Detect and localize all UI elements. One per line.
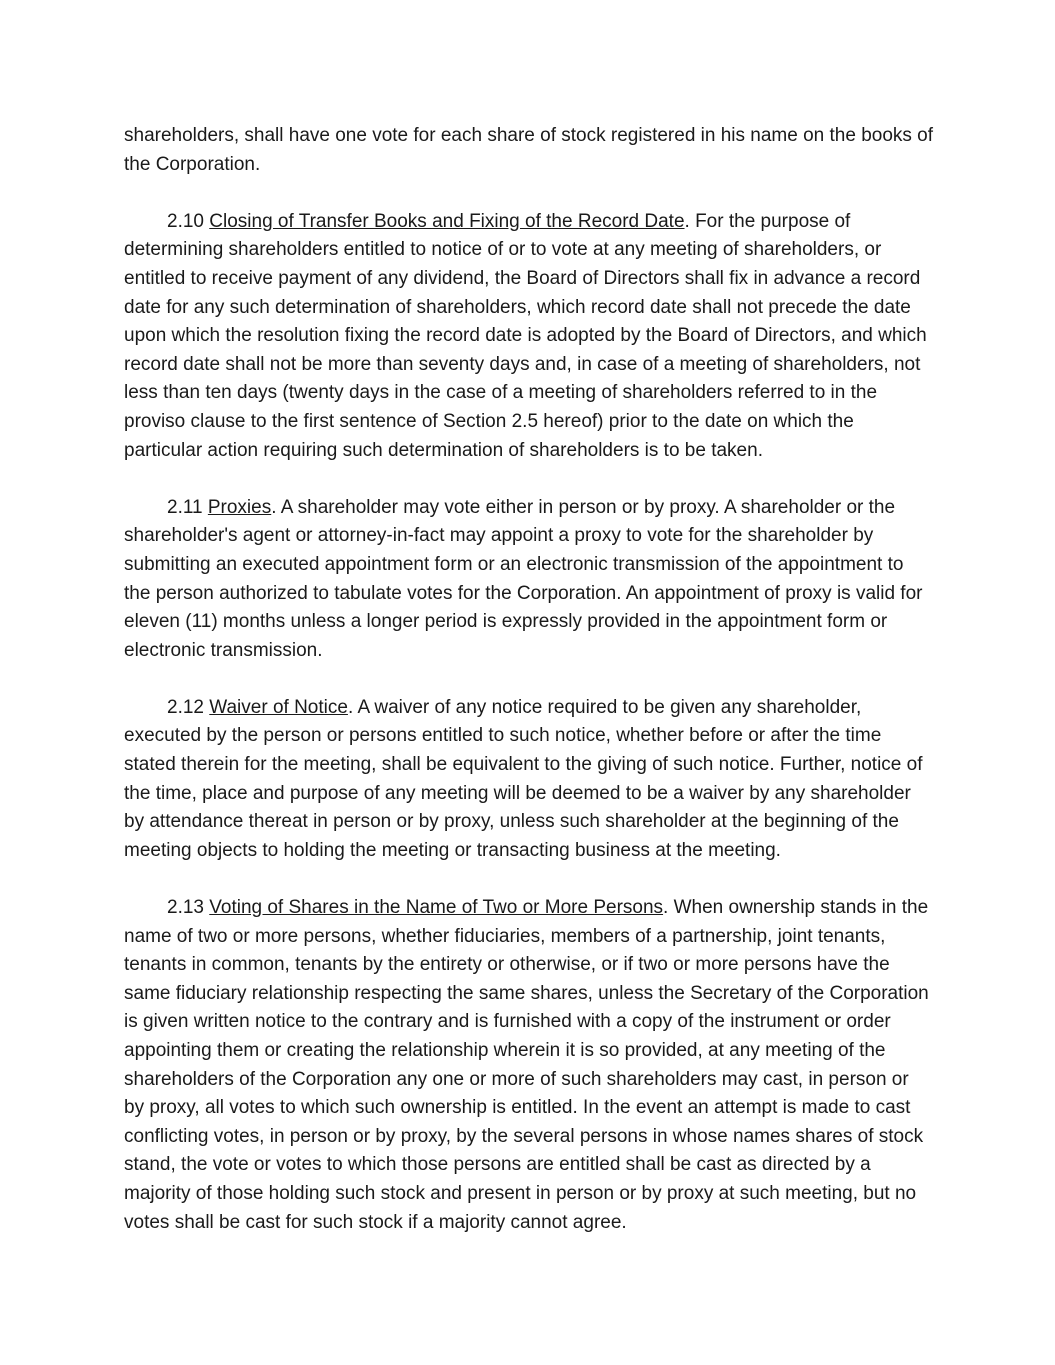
section-body: . For the purpose of determining shareholders entitled to notice of or to vote at any meeting of shareholders, or entitled to receive payment of any dividend, the Board of Directors shall fix in advance a record date for any such determination of shareholders, which record date shall not precede the date upon which the resolution fixing the record date is adopted by the Board of Directors, and which record date shall not be more than seventy days and, in case of a meeting of shareholders, not less than ten days (twenty days in the case of a meeting of shareholders referred to in the proviso clause to the first sentence of Section 2.5 hereof) prior to the date on which the particular action requiring such determination of shareholders is to be taken. [124,210,927,461]
section-number: 2.12 [167,696,204,718]
section-heading: Waiver of Notice [209,696,348,718]
section-body: . A waiver of any notice required to be given any shareholder, executed by the person or persons entitled to such notice, whether before or after the time stated therein for the meeting, shall be equivalent to the giving of such notice. Further, notice of the time, place and purpose of any meeting will be deemed to be a waiver by any shareholder by attendance thereat in person or by proxy, unless such shareholder at the beginning of the meeting objects to holding the meeting or transacting business at the meeting. [124,696,923,861]
section-2-12 [124,694,934,866]
document-page [124,122,934,1266]
section-number: 2.10 [167,210,204,232]
section-heading: Closing of Transfer Books and Fixing of the Record Date [209,210,685,232]
section-number: 2.13 [167,897,204,919]
section-body: . A shareholder may vote either in person or by proxy. A shareholder or the shareholder's agent or attorney-in-fact may appoint a proxy to vote for the shareholder by submitting an executed appointment form or an electronic transmission of the appointment to the person authorized to tabulate votes for the Corporation. An appointment of proxy is valid for eleven (11) months unless a longer period is expressly provided in the appointment form or electronic transmission. [124,496,923,661]
continuation-paragraph: shareholders, shall have one vote for each share of stock registered in his name on the books of the Corporation. [124,125,934,175]
section-number: 2.11 [167,496,203,518]
section-heading: Voting of Shares in the Name of Two or More Persons [209,897,664,919]
section-2-10 [124,208,934,465]
section-2-13 [124,894,934,1237]
section-heading: Proxies [207,496,272,518]
section-body: . When ownership stands in the name of two or more persons, whether fiduciaries, members of a partnership, joint tenants, tenants in common, tenants by the entirety or otherwise, or if two or more persons have the same fiduciary relationship respecting the same shares, unless the Secretary of the Corporation is given written notice to the contrary and is furnished with a copy of the instrument or order appointing them or creating the relationship wherein it is so provided, at any meeting of the shareholders of the Corporation any one or more of such shareholders may cast, in person or by proxy, all votes to which such ownership is entitled. In the event an attempt is made to cast conflicting votes, in person or by proxy, by the several persons in whose names shares of stock stand, the vote or votes to which those persons are entitled shall be cast as directed by a majority of those holding such stock and present in person or by proxy at such meeting, but no votes shall be cast for such stock if a majority cannot agree. [124,897,929,1233]
section-2-11 [124,494,934,666]
